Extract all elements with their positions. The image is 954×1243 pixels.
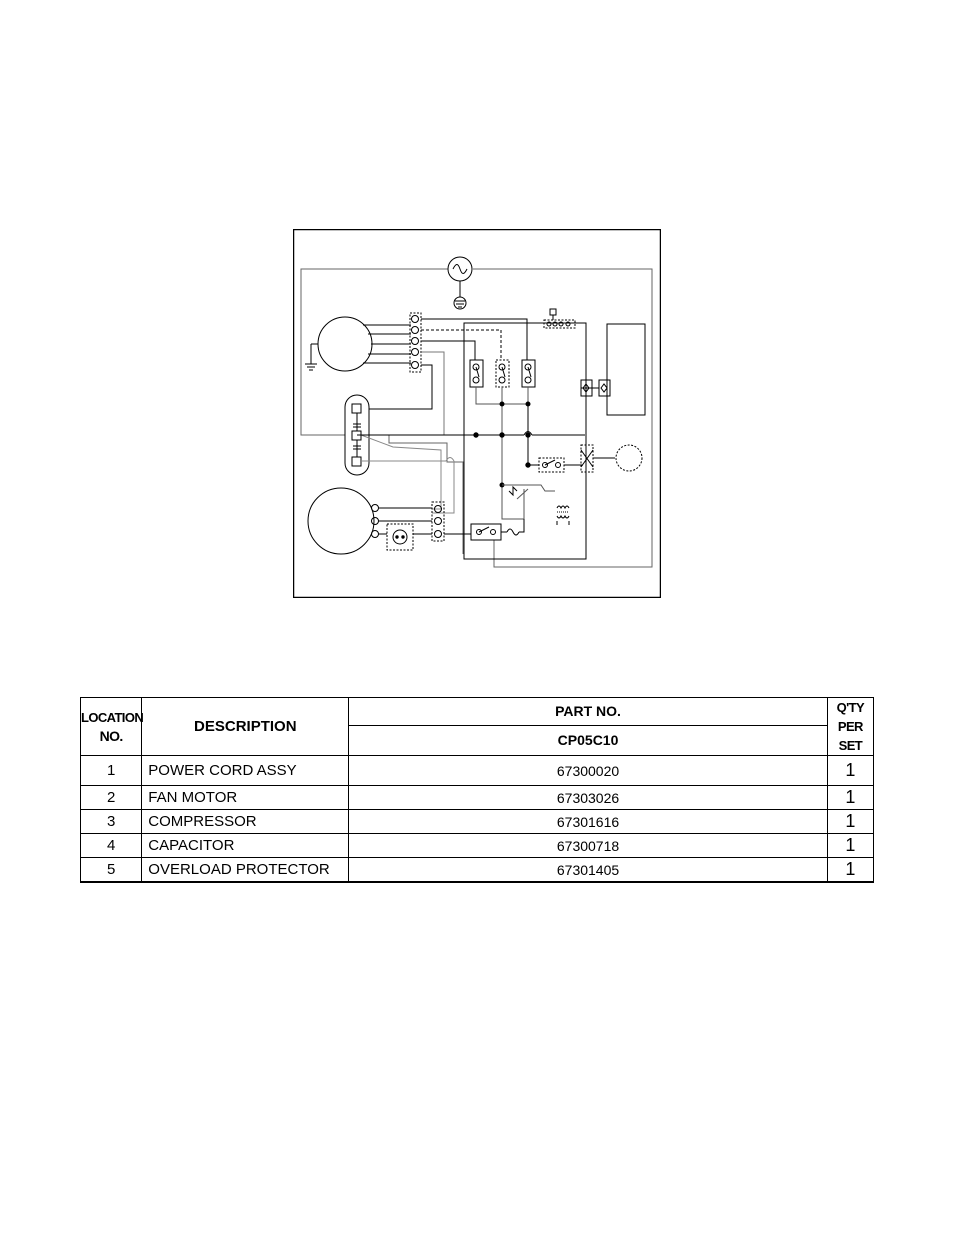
description-cell: FAN MOTOR: [142, 786, 349, 810]
wiring-diagram: [293, 229, 661, 598]
qty-cell: 1: [827, 810, 873, 834]
part-no-cell: 67300718: [349, 834, 827, 858]
table-row: [81, 786, 874, 810]
display-panel: [607, 324, 645, 415]
part-no-cell: 67301405: [349, 858, 827, 883]
location-cell: 3: [81, 810, 142, 834]
description-cell: CAPACITOR: [142, 834, 349, 858]
parts-table: [80, 697, 874, 883]
location-cell: 5: [81, 858, 142, 883]
description-header: DESCRIPTION: [142, 698, 349, 756]
location-header-line2: NO.: [99, 727, 123, 744]
ac-source-icon: [448, 257, 472, 281]
part-no-header: PART NO.: [349, 698, 827, 726]
overload-relay: [471, 524, 501, 540]
fan-motor-2-icon: [616, 445, 642, 471]
overload-protector-icon: [387, 524, 413, 550]
qty-cell: 1: [827, 786, 873, 810]
qty-cell: 1: [827, 756, 873, 786]
qty-header-line1: Q'TY: [836, 700, 865, 715]
supply-wire-right: [473, 269, 652, 567]
compressor-icon: [308, 488, 374, 554]
connector-block-b: [432, 502, 444, 541]
qty-header: [827, 698, 873, 756]
qty-header-line2: PER SET: [837, 719, 863, 753]
location-cell: 2: [81, 786, 142, 810]
part-no-cell: 67300020: [349, 756, 827, 786]
table-row: [81, 834, 874, 858]
qty-cell: 1: [827, 834, 873, 858]
qty-cell: 1: [827, 858, 873, 883]
table-row: [81, 858, 874, 883]
location-header: [81, 698, 142, 756]
motor-ground-icon: [305, 344, 318, 370]
description-cell: POWER CORD ASSY: [142, 756, 349, 786]
location-header-line1: LOCATION: [81, 709, 144, 725]
table-row: [81, 810, 874, 834]
description-cell: OVERLOAD PROTECTOR: [142, 858, 349, 883]
location-cell: 4: [81, 834, 142, 858]
description-cell: COMPRESSOR: [142, 810, 349, 834]
part-no-cell: 67303026: [349, 786, 827, 810]
ground-icon: [454, 281, 466, 309]
transformer-icon: [557, 506, 569, 525]
part-no-cell: 67301616: [349, 810, 827, 834]
table-row: [81, 756, 874, 786]
model-header: CP05C10: [349, 725, 827, 755]
location-cell: 1: [81, 756, 142, 786]
